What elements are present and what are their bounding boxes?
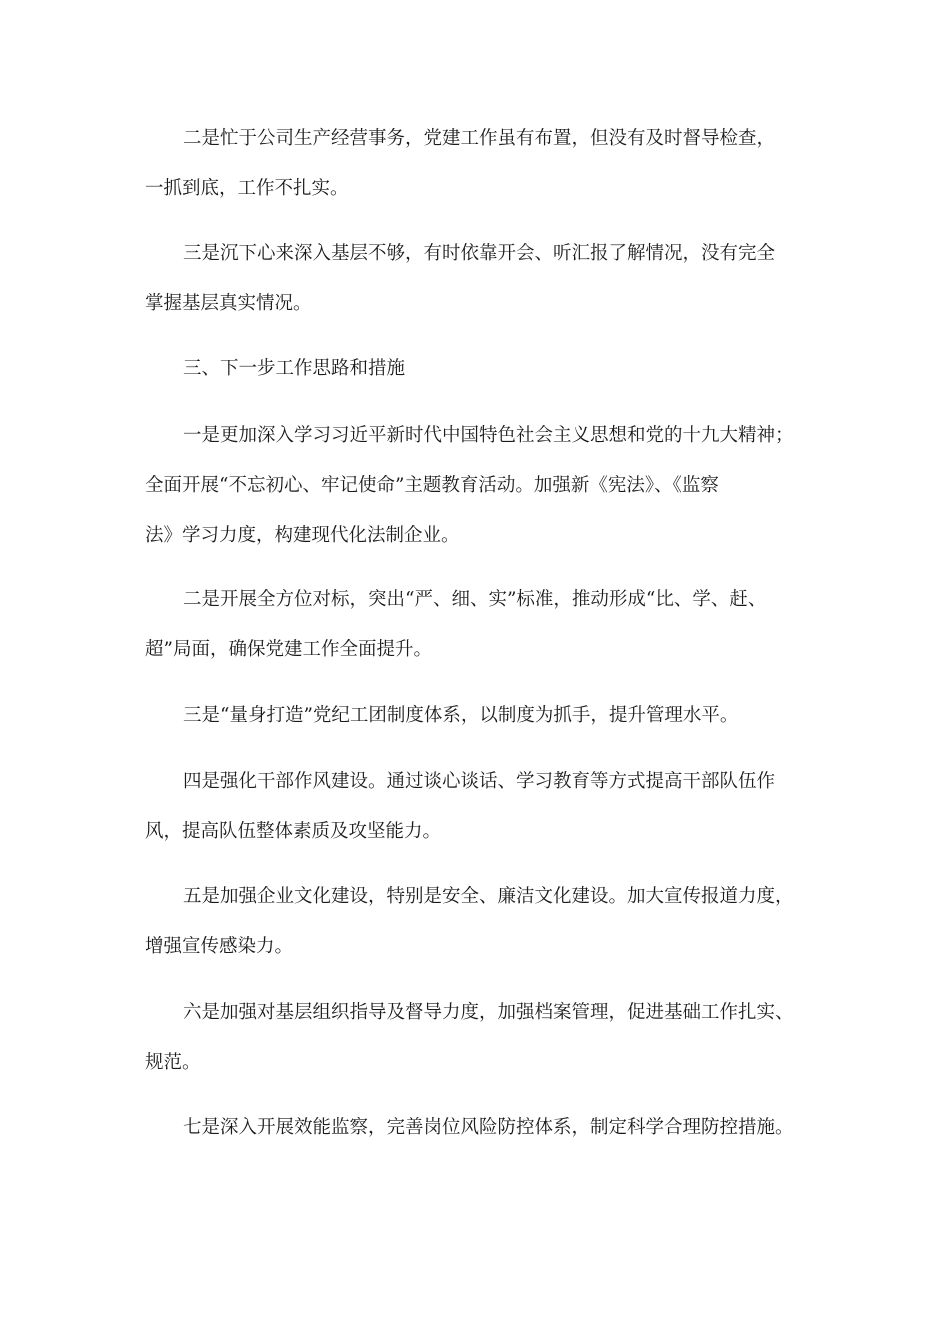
paragraph-6 bbox=[145, 691, 815, 741]
paragraph-line: 二是忙于公司生产经营事务，党建工作虽有布置，但没有及时督导检查， bbox=[183, 128, 776, 149]
section-heading bbox=[145, 344, 815, 394]
paragraph-line: 六是加强对基层组织指导及督导力度，加强档案管理，促进基础工作扎实、 bbox=[183, 1002, 794, 1023]
paragraph-9 bbox=[145, 988, 815, 1088]
paragraph-8 bbox=[145, 872, 815, 972]
paragraph-line: 五是加强企业文化建设，特别是安全、廉洁文化建设。加大宣传报道力度， bbox=[183, 886, 794, 907]
paragraph-1 bbox=[145, 114, 815, 214]
paragraph-line: 一抓到底，工作不扎实。 bbox=[145, 178, 349, 199]
paragraph-line: 掌握基层真实情况。 bbox=[145, 293, 312, 314]
paragraph-line: 一是更加深入学习习近平新时代中国特色社会主义思想和党的十九大精神； bbox=[183, 425, 794, 446]
paragraph-line: 二是开展全方位对标，突出“严、细、实”标准，推动形成“比、学、赶、 bbox=[183, 589, 767, 610]
paragraph-line: 规范。 bbox=[145, 1052, 201, 1073]
paragraph-4 bbox=[145, 411, 815, 561]
paragraph-line: 增强宣传感染力。 bbox=[145, 936, 294, 957]
paragraph-line: 三是“量身打造”党纪工团制度体系，以制度为抓手，提升管理水平。 bbox=[183, 705, 739, 726]
heading-line: 三、下一步工作思路和措施 bbox=[183, 358, 406, 379]
paragraph-line: 四是强化干部作风建设。通过谈心谈话、学习教育等方式提高干部队伍作 bbox=[183, 771, 776, 792]
paragraph-5 bbox=[145, 575, 815, 675]
paragraph-7 bbox=[145, 757, 815, 857]
paragraph-line: 超”局面，确保党建工作全面提升。 bbox=[145, 639, 432, 660]
paragraph-line: 七是深入开展效能监察，完善岗位风险防控体系，制定科学合理防控措施。 bbox=[183, 1117, 794, 1138]
paragraph-line: 全面开展“不忘初心、牢记使命”主题教育活动。加强新《宪法》、《监察 bbox=[145, 475, 719, 496]
paragraph-10 bbox=[145, 1103, 815, 1153]
paragraph-line: 风，提高队伍整体素质及攻坚能力。 bbox=[145, 821, 442, 842]
paragraph-line: 法》学习力度，构建现代化法制企业。 bbox=[145, 525, 460, 546]
paragraph-2 bbox=[145, 229, 815, 329]
paragraph-line: 三是沉下心来深入基层不够，有时依靠开会、听汇报了解情况，没有完全 bbox=[183, 243, 776, 264]
